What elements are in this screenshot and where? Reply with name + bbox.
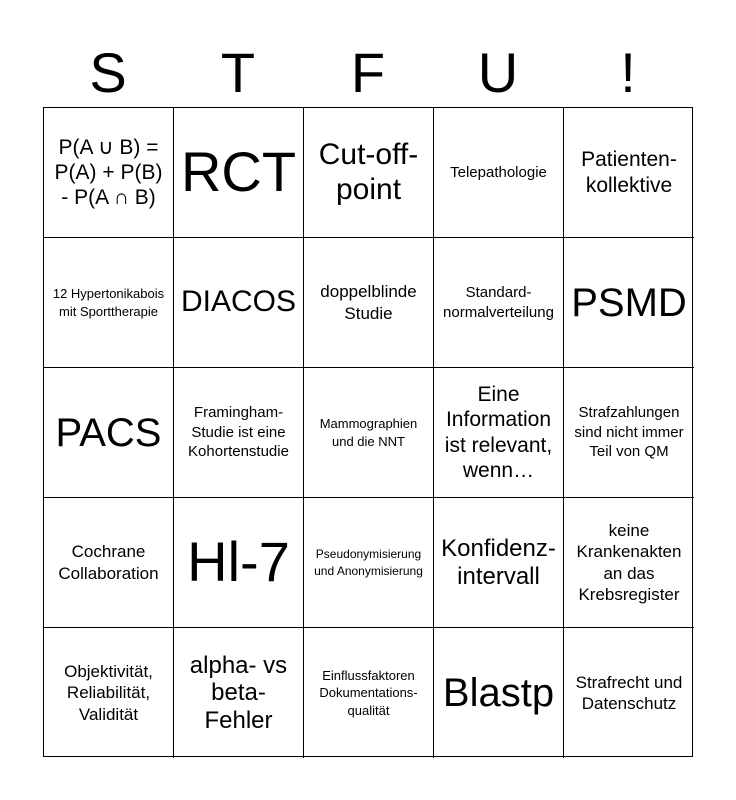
- bingo-cell[interactable]: [434, 498, 564, 628]
- bingo-cell[interactable]: [564, 498, 694, 628]
- bingo-header: [43, 40, 693, 106]
- bingo-cell[interactable]: [44, 498, 174, 628]
- bingo-cell-text: Blastp: [442, 671, 555, 715]
- bingo-cell-text: keine Krankenakten an das Krebsregister: [576, 521, 682, 604]
- bingo-cell[interactable]: [174, 368, 304, 498]
- bingo-cell[interactable]: [174, 238, 304, 368]
- bingo-cell-text: Konfidenz-intervall: [441, 534, 556, 590]
- bingo-grid: [43, 107, 693, 757]
- bingo-cell[interactable]: [434, 108, 564, 238]
- bingo-cell[interactable]: [564, 238, 694, 368]
- bingo-cell[interactable]: [174, 498, 304, 628]
- bingo-cell-text: Standard-normalverteilung: [443, 284, 554, 321]
- bingo-cell-text: Cochrane Collaboration: [58, 542, 159, 583]
- bingo-cell[interactable]: [174, 628, 304, 758]
- bingo-cell-text: Mammographien und die NNT: [319, 415, 418, 449]
- bingo-cell[interactable]: [434, 368, 564, 498]
- bingo-cell[interactable]: [44, 238, 174, 368]
- bingo-cell-text: Framingham-Studie ist eine Kohortenstudie: [188, 404, 289, 461]
- bingo-cell-text: PACS: [55, 410, 162, 455]
- bingo-cell[interactable]: [564, 368, 694, 498]
- bingo-cell-text: PSMD: [571, 280, 687, 325]
- bingo-cell-text: Eine Information ist relevant, wenn…: [444, 383, 553, 482]
- bingo-cell-text: Cut-off-point: [318, 138, 419, 206]
- bingo-cell-text: P(A ∪ B) = P(A) + P(B) - P(A ∩ B): [54, 135, 163, 210]
- bingo-cell[interactable]: [174, 108, 304, 238]
- header-letter-u: U: [477, 41, 519, 104]
- bingo-cell[interactable]: [434, 628, 564, 758]
- bingo-cell-text: 12 Hypertonikabois mit Sporttherapie: [52, 285, 165, 319]
- bingo-cell[interactable]: [304, 628, 434, 758]
- bingo-cell[interactable]: [44, 628, 174, 758]
- header-letter-exclamation: !: [620, 41, 636, 104]
- bingo-cell-text: DIACOS: [180, 285, 297, 319]
- bingo-cell[interactable]: [44, 108, 174, 238]
- bingo-cell[interactable]: [304, 238, 434, 368]
- bingo-cell-text: Pseudonymisierung und Anonymisierung: [314, 547, 423, 578]
- bingo-cell[interactable]: [564, 108, 694, 238]
- bingo-cell-text: RCT: [180, 140, 297, 204]
- bingo-cell-text: Strafrecht und Datenschutz: [575, 672, 683, 713]
- bingo-cell[interactable]: [564, 628, 694, 758]
- bingo-cell[interactable]: [44, 368, 174, 498]
- bingo-cell-text: alpha- vs beta-Fehler: [189, 651, 288, 734]
- bingo-cell-text: Objektivität, Reliabilität, Validität: [64, 662, 153, 724]
- bingo-cell-text: Patienten-kollektive: [581, 148, 677, 197]
- bingo-cell[interactable]: [304, 368, 434, 498]
- bingo-cell-text: Strafzahlungen sind nicht immer Teil von QM: [574, 404, 684, 461]
- header-letter-t: T: [220, 41, 256, 104]
- header-letter-s: S: [89, 41, 127, 104]
- bingo-cell[interactable]: [434, 238, 564, 368]
- bingo-cell-text: Hl-7: [187, 530, 290, 594]
- bingo-cell-text: doppelblinde Studie: [320, 282, 417, 323]
- header-letter-f: F: [350, 41, 386, 104]
- bingo-cell[interactable]: [304, 108, 434, 238]
- bingo-cell-text: Telepathologie: [450, 163, 547, 181]
- bingo-cell[interactable]: [304, 498, 434, 628]
- bingo-cell-text: Einflussfaktoren Dokumentations-qualität: [319, 667, 418, 718]
